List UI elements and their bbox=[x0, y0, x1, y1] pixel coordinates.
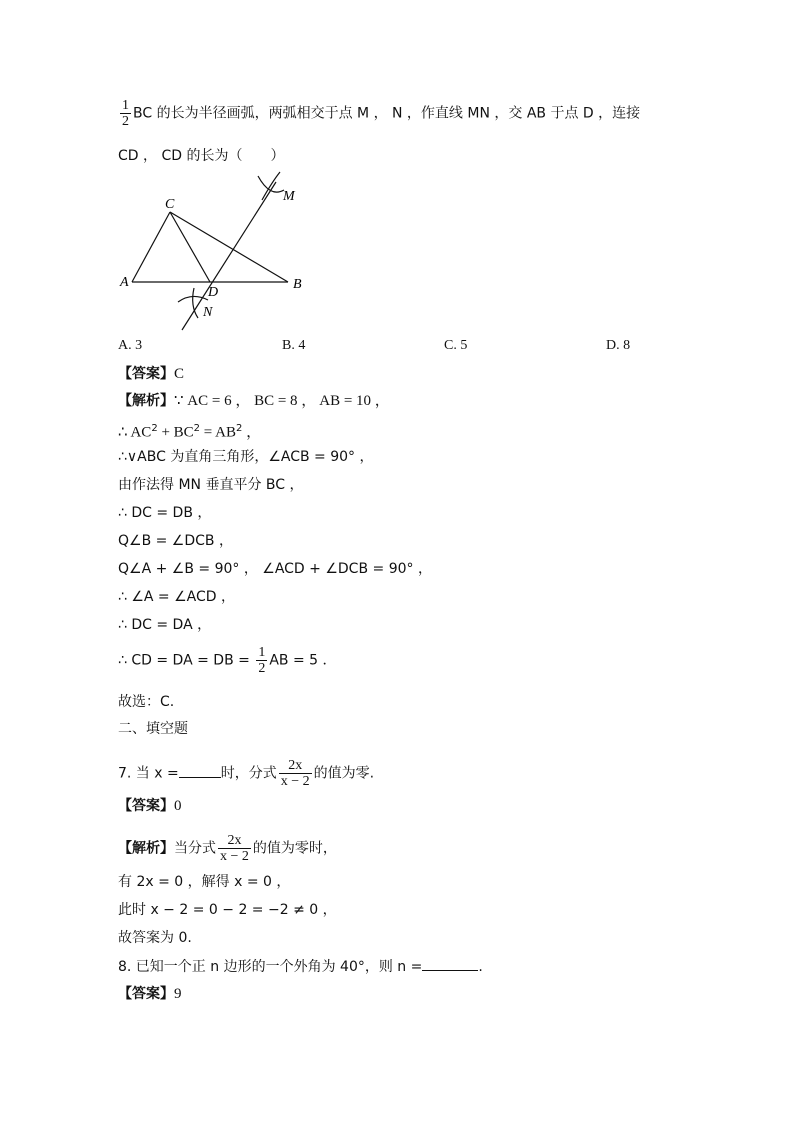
q8-post: . bbox=[478, 959, 483, 975]
option-c: C. 5 bbox=[444, 338, 468, 353]
answer-label: 【答案】 bbox=[118, 366, 174, 382]
frac-num: 1 bbox=[258, 645, 266, 660]
eq-sup: 2 bbox=[151, 423, 158, 434]
q7-solution-line1 bbox=[118, 833, 337, 864]
q7-pre: 7. 当 x = bbox=[118, 765, 179, 782]
q6-solution-line3: ∴∨ABC 为直角三角形，∠ACB = 90° ， bbox=[118, 449, 374, 465]
solution-label: 【解析】 bbox=[118, 840, 174, 857]
q6-solution-line1 bbox=[118, 391, 390, 411]
frac-den: 2 bbox=[258, 661, 266, 676]
eq-part: ∴ AC bbox=[118, 424, 152, 441]
label-b: B bbox=[293, 277, 302, 292]
q6-solution-line5: ∴ DC = DB ， bbox=[118, 505, 212, 521]
eq-part: AB = 5 ． bbox=[269, 652, 337, 669]
q6-solution-line6: Q∠B = ∠DCB ， bbox=[118, 533, 233, 549]
eq-part: ， bbox=[242, 424, 262, 441]
segment-cd bbox=[170, 212, 210, 282]
q6-solution-line7: Q∠A + ∠B = 90° ， ∠ACD + ∠DCB = 90° ， bbox=[118, 561, 432, 577]
solution-label: 【解析】 bbox=[118, 393, 174, 409]
answer-value: C bbox=[174, 366, 185, 382]
label-n: N bbox=[203, 305, 213, 320]
line-mn bbox=[182, 182, 276, 330]
q6-stem-line2: CD ， CD 的长为（ ） bbox=[118, 148, 285, 164]
eq-part: ∴ CD = DA = DB = bbox=[118, 652, 255, 669]
q6-solution-line10 bbox=[118, 645, 336, 676]
q8-stem bbox=[118, 956, 483, 977]
frac-num: 2x bbox=[279, 758, 312, 774]
eq-part: + BC bbox=[157, 424, 194, 441]
segment-ac bbox=[132, 212, 170, 282]
q7-fraction bbox=[279, 758, 312, 789]
geometry-figure bbox=[110, 168, 330, 338]
q7-solution-line3: 此时 x − 2 = 0 − 2 = −2 ≠ 0 ， bbox=[118, 902, 337, 918]
fraction-half bbox=[256, 645, 267, 676]
label-m: M bbox=[283, 189, 295, 204]
q6-answer bbox=[118, 364, 184, 384]
answer-label: 【答案】 bbox=[118, 798, 174, 814]
q6-stem-line1 bbox=[118, 98, 640, 129]
q8-answer bbox=[118, 984, 182, 1004]
frac-den: x − 2 bbox=[220, 849, 249, 864]
q7-mid: 时，分式 bbox=[220, 765, 277, 782]
q6-solution-line4: 由作法得 MN 垂直平分 BC ， bbox=[118, 477, 304, 493]
q6-frac-den: 2 bbox=[122, 114, 129, 129]
solution-text: 的值为零时， bbox=[252, 840, 337, 857]
q6-solution-line2 bbox=[118, 419, 261, 443]
eq-part: = AB bbox=[200, 424, 237, 441]
q8-blank bbox=[422, 956, 478, 971]
option-b: B. 4 bbox=[282, 338, 306, 353]
option-a: A. 3 bbox=[118, 338, 143, 353]
section-heading: 二、填空题 bbox=[118, 721, 188, 737]
q6-solution-line8: ∴ ∠A = ∠ACD ， bbox=[118, 589, 236, 605]
label-d: D bbox=[208, 285, 219, 300]
q7-post: 的值为零. bbox=[313, 765, 375, 782]
q6-frac-num: 1 bbox=[122, 98, 129, 113]
arc-mark-n-2 bbox=[193, 288, 198, 318]
q8-pre: 8. 已知一个正 n 边形的一个外角为 40°，则 n = bbox=[118, 959, 423, 975]
frac-num: 2x bbox=[218, 833, 251, 849]
q7-blank bbox=[179, 763, 221, 778]
option-d: D. 8 bbox=[606, 338, 631, 353]
q7-stem bbox=[118, 758, 374, 789]
segment-bc bbox=[170, 212, 288, 282]
answer-value: 0 bbox=[174, 798, 182, 814]
q6-fraction bbox=[120, 98, 131, 129]
answer-value: 9 bbox=[174, 986, 182, 1002]
answer-label: 【答案】 bbox=[118, 986, 174, 1002]
label-a: A bbox=[120, 275, 129, 290]
q7-answer bbox=[118, 796, 182, 816]
solution-text: ∵ AC = 6 ， BC = 8 ， AB = 10 ， bbox=[174, 393, 390, 409]
q6-solution-line9: ∴ DC = DA ， bbox=[118, 617, 212, 633]
frac-den: x − 2 bbox=[280, 774, 310, 789]
label-c: C bbox=[165, 197, 175, 212]
q7-solution-line2: 有 2x = 0 ，解得 x = 0 ， bbox=[118, 874, 291, 890]
q7-solution-line4: 故答案为 0. bbox=[118, 930, 192, 946]
eq-sup: 2 bbox=[193, 423, 201, 434]
q6-stem-text: BC 的长为半径画弧，两弧相交于点 M ， N ，作直线 MN ，交 AB 于点 D ，连接 bbox=[133, 105, 641, 122]
q7-solution-fraction bbox=[218, 833, 251, 864]
solution-text: 当分式 bbox=[174, 840, 216, 857]
eq-sup: 2 bbox=[236, 423, 243, 434]
q6-solution-line11: 故选：C. bbox=[118, 694, 175, 710]
